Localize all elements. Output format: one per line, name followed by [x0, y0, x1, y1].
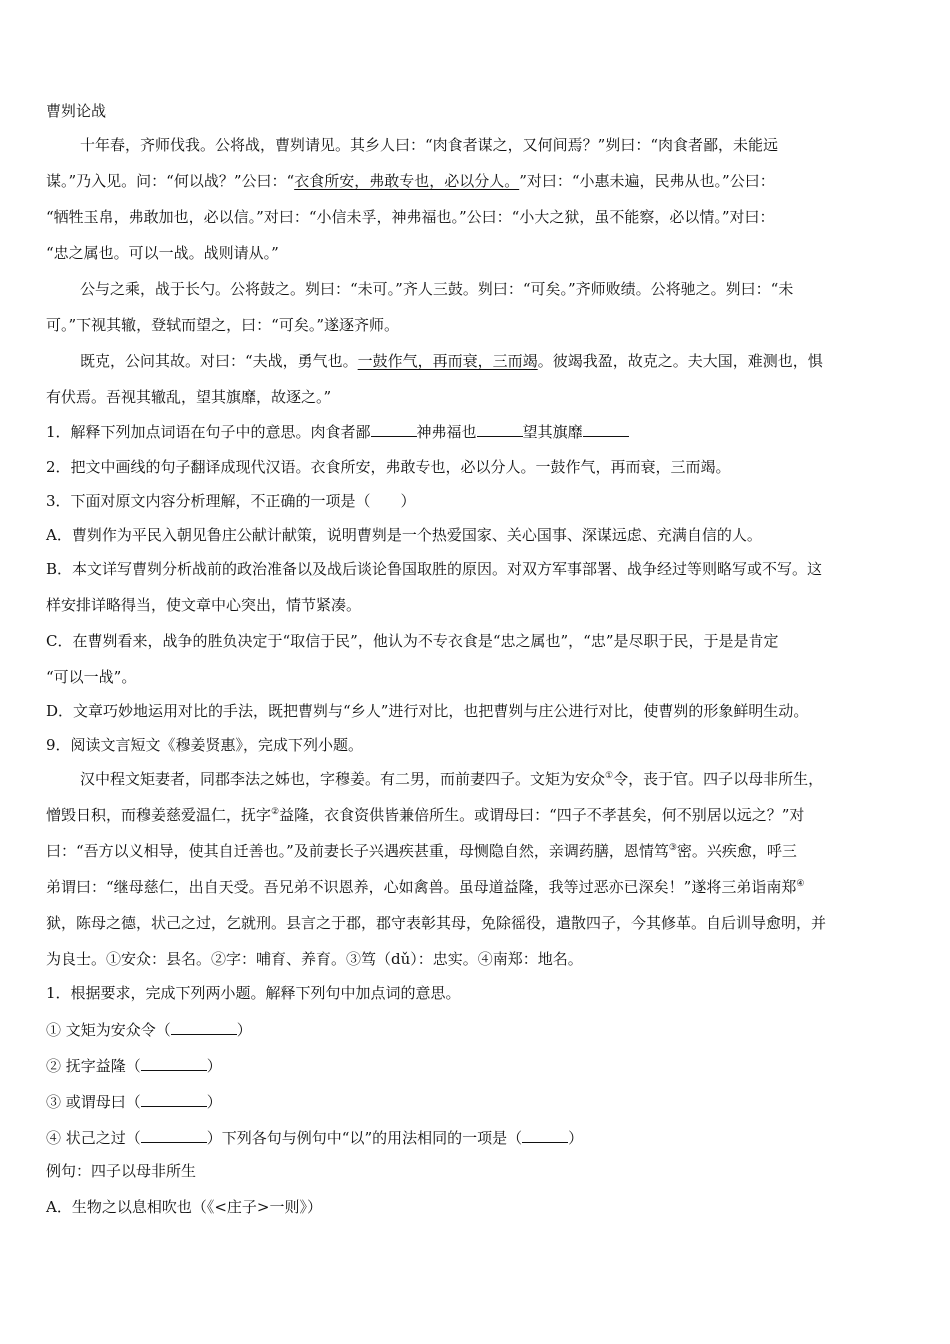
question-9: 9．阅读文言短文《穆姜贤惠》，完成下列小题。: [46, 736, 364, 754]
answer-blank[interactable]: [141, 1090, 207, 1107]
passage1-p3-line1: 既克，公问其故。对曰：“夫战，勇气也。一鼓作气，再而衰，三而竭。彼竭我盈，故克之。夫大国，难测也，惧: [80, 352, 823, 370]
passage1-p1-line2: 谋。”乃入见。问：“何以战？”公曰：“衣食所安，弗敢专也，必以分人。”对曰：“小惠未遍，民弗从也。”公曰：: [46, 172, 775, 190]
option-b-line1: B．本文详写曹刿分析战前的政治准备以及战后谈论鲁国取胜的原因。对双方军事部署、战争经过等则略写或不写。这: [46, 560, 823, 578]
question-1: 1．解释下列加点词语在句子中的意思。肉食者鄙 神弗福也 望其旗靡: [46, 420, 908, 443]
underlined-sentence-1: 衣食所安，弗敢专也，必以分人。: [294, 172, 520, 190]
question-2: 2．把文中画线的句子翻译成现代汉语。衣食所安，弗敢专也，必以分人。一鼓作气，再而衰，三而竭。: [46, 458, 731, 476]
passage1-p3-line2: 有伏焉。吾视其辙乱，望其旗靡，故逐之。”: [46, 388, 332, 406]
passage-title: 曹刿论战: [46, 102, 107, 120]
answer-blank[interactable]: [171, 1018, 237, 1035]
option-b-line2: 样安排详略得当，使文章中心突出，情节紧凑。: [46, 596, 362, 614]
answer-blank[interactable]: [371, 420, 417, 437]
passage2-line4: 弟谓曰：“继母慈仁，出自天受。吾兄弟不识恩养，心如禽兽。虽母道益隆，我等过恶亦已深矣！”遂将三弟诣南郑④: [46, 878, 805, 896]
sub-question-1: ① 文矩为安众令（ ）: [46, 1018, 908, 1041]
passage2-notes: 为良士。①安众：县名。②字：哺育、养育。③笃（dǔ）：忠实。④南郑：地名。: [46, 950, 583, 968]
option-a: A．曹刿作为平民入朝见鲁庄公献计献策，说明曹刿是一个热爱国家、关心国事、深谋远虑、充满自信的人。: [46, 526, 762, 544]
answer-blank[interactable]: [141, 1126, 207, 1143]
sub-question-4: ④ 状己之过（ ）下列各句与例句中“以”的用法相同的一项是（ ）: [46, 1126, 908, 1149]
option-c-line2: “可以一战”。: [46, 668, 137, 686]
passage2-line5: 狱，陈母之德，状己之过，乞就刑。县言之于郡，郡守表彰其母，免除徭役，遣散四子，今其修革。自后训导愈明，并: [46, 914, 827, 932]
question2-1: 1．根据要求，完成下列两小题。解释下列句中加点词的意思。: [46, 984, 461, 1002]
option-c-line1: C．在曹刿看来，战争的胜负决定于“取信于民”，他认为不专衣食是“忠之属也”，“忠”是尽职于民，于是是肯定: [46, 632, 779, 650]
passage1-p2-line2: 可。”下视其辙，登轼而望之，曰：“可矣。”遂逐齐师。: [46, 316, 400, 334]
passage2-line1: 汉中程文矩妻者，同郡李法之姊也，字穆姜。有二男，而前妻四子。文矩为安众①令，丧于官。四子以母非所生，: [80, 770, 824, 788]
answer-blank[interactable]: [141, 1054, 207, 1071]
sub-question-2: ② 抚字益隆（ ）: [46, 1054, 908, 1077]
passage1-p2-line1: 公与之乘，战于长勺。公将鼓之。刿曰：“未可。”齐人三鼓。刿曰：“可矣。”齐师败绩。公将驰之。刿曰：“未: [80, 280, 794, 298]
question-3: 3．下面对原文内容分析理解，不正确的一项是（ ）: [46, 492, 416, 510]
answer-blank[interactable]: [477, 420, 523, 437]
answer-blank[interactable]: [522, 1126, 568, 1143]
answer-blank[interactable]: [583, 420, 629, 437]
option-d: D．文章巧妙地运用对比的手法，既把曹刿与“乡人”进行对比，也把曹刿与庄公进行对比，使曹刿的形象鲜明生动。: [46, 702, 809, 720]
example-sentence: 例句：四子以母非所生: [46, 1162, 197, 1180]
passage1-p1-line1: 十年春，齐师伐我。公将战，曹刿请见。其乡人曰：“肉食者谋之，又何间焉？”刿曰：“肉食者鄙，未能远: [80, 136, 779, 154]
underlined-sentence-2: 一鼓作气，再而衰，三而竭: [357, 352, 538, 370]
passage2-line3: 曰：“吾方以义相导，使其自迁善也。”及前妻长子兴遇疾甚重，母恻隐自然，亲调药膳，恩情笃③密。兴疾愈，呼三: [46, 842, 797, 860]
passage2-line2: 憎毁日积，而穆姜慈爱温仁，抚字②益隆，衣食资供皆兼倍所生。或谓母曰：“四子不孝甚矣，何不别居以远之？”对: [46, 806, 805, 824]
passage1-p1-line4: “忠之属也。可以一战。战则请从。”: [46, 244, 279, 262]
sub-question-3: ③ 或谓母曰（ ）: [46, 1090, 908, 1113]
passage1-p1-line3: “牺牲玉帛，弗敢加也，必以信。”对曰：“小信未孚，神弗福也。”公曰：“小大之狱，虽不能察，必以情。”对曰：: [46, 208, 775, 226]
option-a-2: A．生物之以息相吹也（《<庄子>一则》）: [46, 1198, 322, 1216]
